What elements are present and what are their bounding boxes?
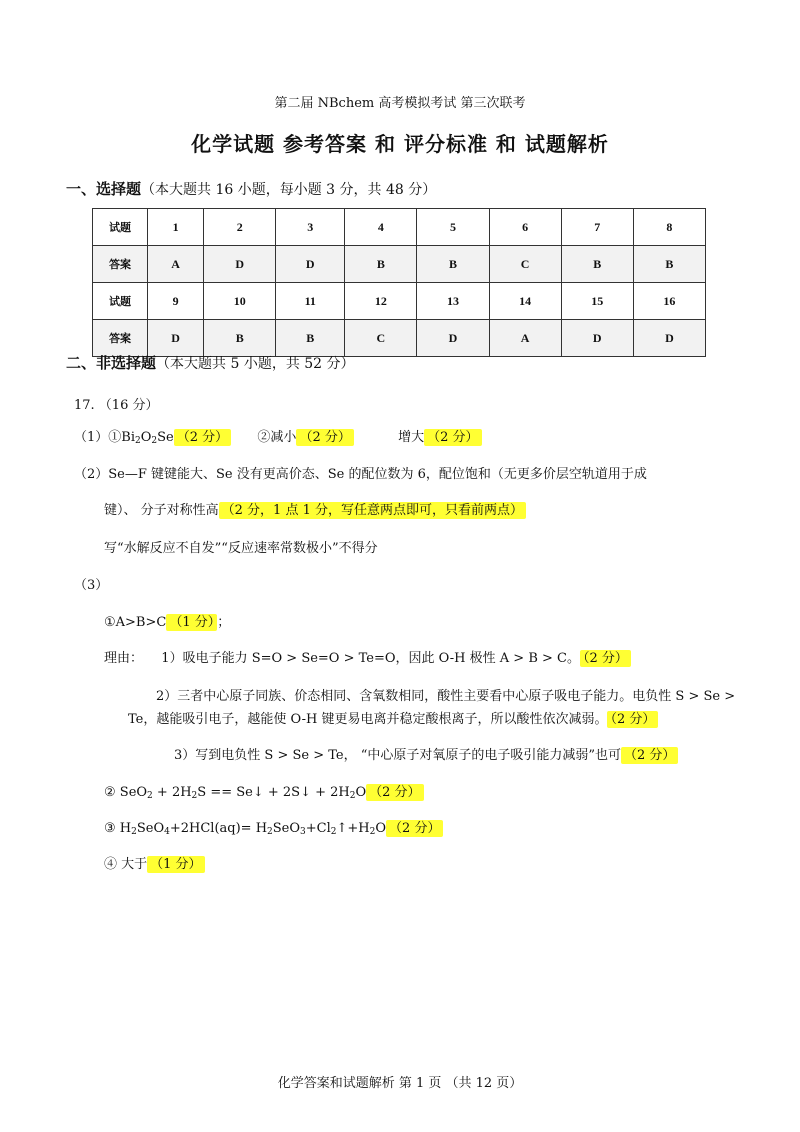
formula-text: O: [355, 785, 367, 800]
question-number: 6: [489, 209, 561, 246]
answer-cell: B: [561, 246, 633, 283]
formula-text: +Cl: [305, 821, 331, 836]
answer-cell: C: [345, 320, 417, 357]
answer-cell: C: [489, 246, 561, 283]
page-title: 化学试题 参考答案 和 评分标准 和 试题解析: [191, 132, 609, 156]
question-number: 5: [417, 209, 489, 246]
score-highlight: （2 分）: [174, 429, 231, 446]
score-highlight: （2 分，1 点 1 分，写任意两点即可，只看前两点）: [219, 502, 526, 519]
answer-text: ④ 大于: [104, 857, 148, 872]
formula-text: SeO: [136, 821, 165, 836]
answer-cell: B: [345, 246, 417, 283]
page-footer: 化学答案和试题解析 第 1 页 （共 12 页）: [277, 1076, 523, 1091]
answer-text: 增大: [398, 430, 425, 445]
row-label-question: 试题: [93, 283, 148, 320]
subscript: 2: [151, 436, 158, 446]
section-2-title: 二、非选择题: [66, 354, 157, 372]
answer-cell: B: [204, 320, 276, 357]
answer-cell: D: [148, 320, 204, 357]
answer-cell: B: [633, 246, 705, 283]
subscript: 2: [191, 791, 198, 801]
question-number: 4: [345, 209, 417, 246]
reason-1: [104, 647, 631, 666]
question-number: 14: [489, 283, 561, 320]
question-number: 11: [276, 283, 345, 320]
subscript: 2: [131, 827, 137, 837]
formula-text: O: [375, 821, 387, 836]
section-2-note: （本大题共 5 小题，共 52 分）: [156, 356, 355, 372]
question-number: 3: [276, 209, 345, 246]
subscript: 3: [300, 827, 306, 837]
section-1-heading: [66, 178, 436, 199]
answer-cell: B: [276, 320, 345, 357]
formula-text: O: [140, 430, 152, 445]
question-number: 7: [561, 209, 633, 246]
formula-text: ↑+H: [336, 821, 370, 836]
answer-cell: A: [148, 246, 204, 283]
answer-cell: B: [417, 246, 489, 283]
q17-part2-line2: [104, 499, 526, 518]
score-highlight: （2 分）: [296, 429, 353, 446]
row-label-answer: 答案: [93, 320, 148, 357]
answer-text: Te，越能吸引电子，越能使 O-H 键更易电离并稳定酸根离子，所以酸性依次减弱。: [128, 712, 608, 727]
answer-text: ①A>B>C: [104, 615, 167, 630]
question-number: 8: [633, 209, 705, 246]
equation-3: [104, 817, 443, 836]
subscript: 2: [330, 827, 337, 837]
q17-part2-line1: （2）Se—F 键键能大、Se 没有更高价态、Se 的配位数为 6，配位饱和（无更多价层空轨道用于成: [74, 467, 647, 482]
subscript: 2: [134, 436, 141, 446]
answer-cell: D: [417, 320, 489, 357]
equation-2: [104, 781, 424, 800]
subscript: 2: [349, 791, 356, 801]
question-number: 15: [561, 283, 633, 320]
score-highlight: （2 分）: [580, 650, 631, 667]
table-row: [93, 209, 706, 246]
section-1-title: 一、选择题: [66, 180, 142, 198]
answer-cell: D: [633, 320, 705, 357]
answer-cell: D: [561, 320, 633, 357]
answer-cell: D: [276, 246, 345, 283]
table-row: [93, 283, 706, 320]
table-row: [93, 246, 706, 283]
subscript: 2: [369, 827, 376, 837]
answer-text: 1）吸电子能力 S=O > Se=O > Te=O，因此 O-H 极性 A > B > C。: [161, 651, 580, 666]
score-highlight: （1 分）: [147, 856, 204, 873]
answer-table: [92, 208, 706, 357]
subscript: 2: [267, 827, 273, 837]
answer-cell: A: [489, 320, 561, 357]
score-highlight: （2 分）: [621, 747, 678, 764]
reason-2-line1: 2）三者中心原子同族、价态相同、含氧数相同，酸性主要看中心原子吸电子能力。电负性 S > Se >: [156, 689, 736, 704]
question-number: 9: [148, 283, 204, 320]
score-highlight: （2 分）: [607, 711, 658, 728]
q17-part3-item4: [104, 853, 205, 872]
question-number: 1: [148, 209, 204, 246]
question-17-label: 17. （16 分）: [74, 398, 159, 413]
q17-part3-label: （3）: [74, 578, 109, 593]
answer-cell: D: [204, 246, 276, 283]
question-number: 10: [204, 283, 276, 320]
score-highlight: （1 分）: [166, 614, 217, 631]
score-highlight: （2 分）: [424, 429, 481, 446]
formula-text: S == Se↓ + 2S↓ + 2H: [197, 785, 350, 800]
score-highlight: （2 分）: [366, 784, 423, 801]
reason-3: [174, 744, 678, 763]
formula-text: ③ H: [104, 821, 132, 836]
question-number: 13: [417, 283, 489, 320]
q17-part1: [74, 426, 482, 445]
answer-text: 键）、 分子对称性高: [104, 503, 219, 518]
q17-part3-item1: [104, 611, 230, 630]
table-row: [93, 320, 706, 357]
reason-2-line2: [128, 708, 658, 727]
question-number: 2: [204, 209, 276, 246]
section-2-heading: [66, 352, 355, 373]
q17-part2-note: 写“水解反应不自发”“反应速率常数极小”不得分: [104, 541, 378, 556]
subscript: 4: [164, 827, 170, 837]
answer-text: ；: [217, 615, 231, 630]
row-label-question: 试题: [93, 209, 148, 246]
question-number: 12: [345, 283, 417, 320]
answer-text: ②减小: [257, 430, 297, 445]
subscript: 2: [147, 791, 153, 801]
question-number: 16: [633, 283, 705, 320]
reason-label: 理由：: [104, 651, 144, 666]
formula-text: + 2H: [152, 785, 192, 800]
score-highlight: （2 分）: [386, 820, 443, 837]
answer-text: 3）写到电负性 S > Se > Te， “中心原子对氧原子的电子吸引能力减弱”也可: [174, 748, 622, 763]
exam-supertitle: 第二届 NBchem 高考模拟考试 第三次联考: [274, 96, 526, 111]
formula-text: +2HCl(aq)= H: [169, 821, 268, 836]
formula-text: （1）①Bi: [74, 430, 135, 445]
section-1-note: （本大题共 16 小题，每小题 3 分，共 48 分）: [141, 182, 437, 198]
formula-text: Se: [157, 430, 174, 445]
row-label-answer: 答案: [93, 246, 148, 283]
formula-text: SeO: [272, 821, 301, 836]
formula-text: ② SeO: [104, 785, 148, 800]
